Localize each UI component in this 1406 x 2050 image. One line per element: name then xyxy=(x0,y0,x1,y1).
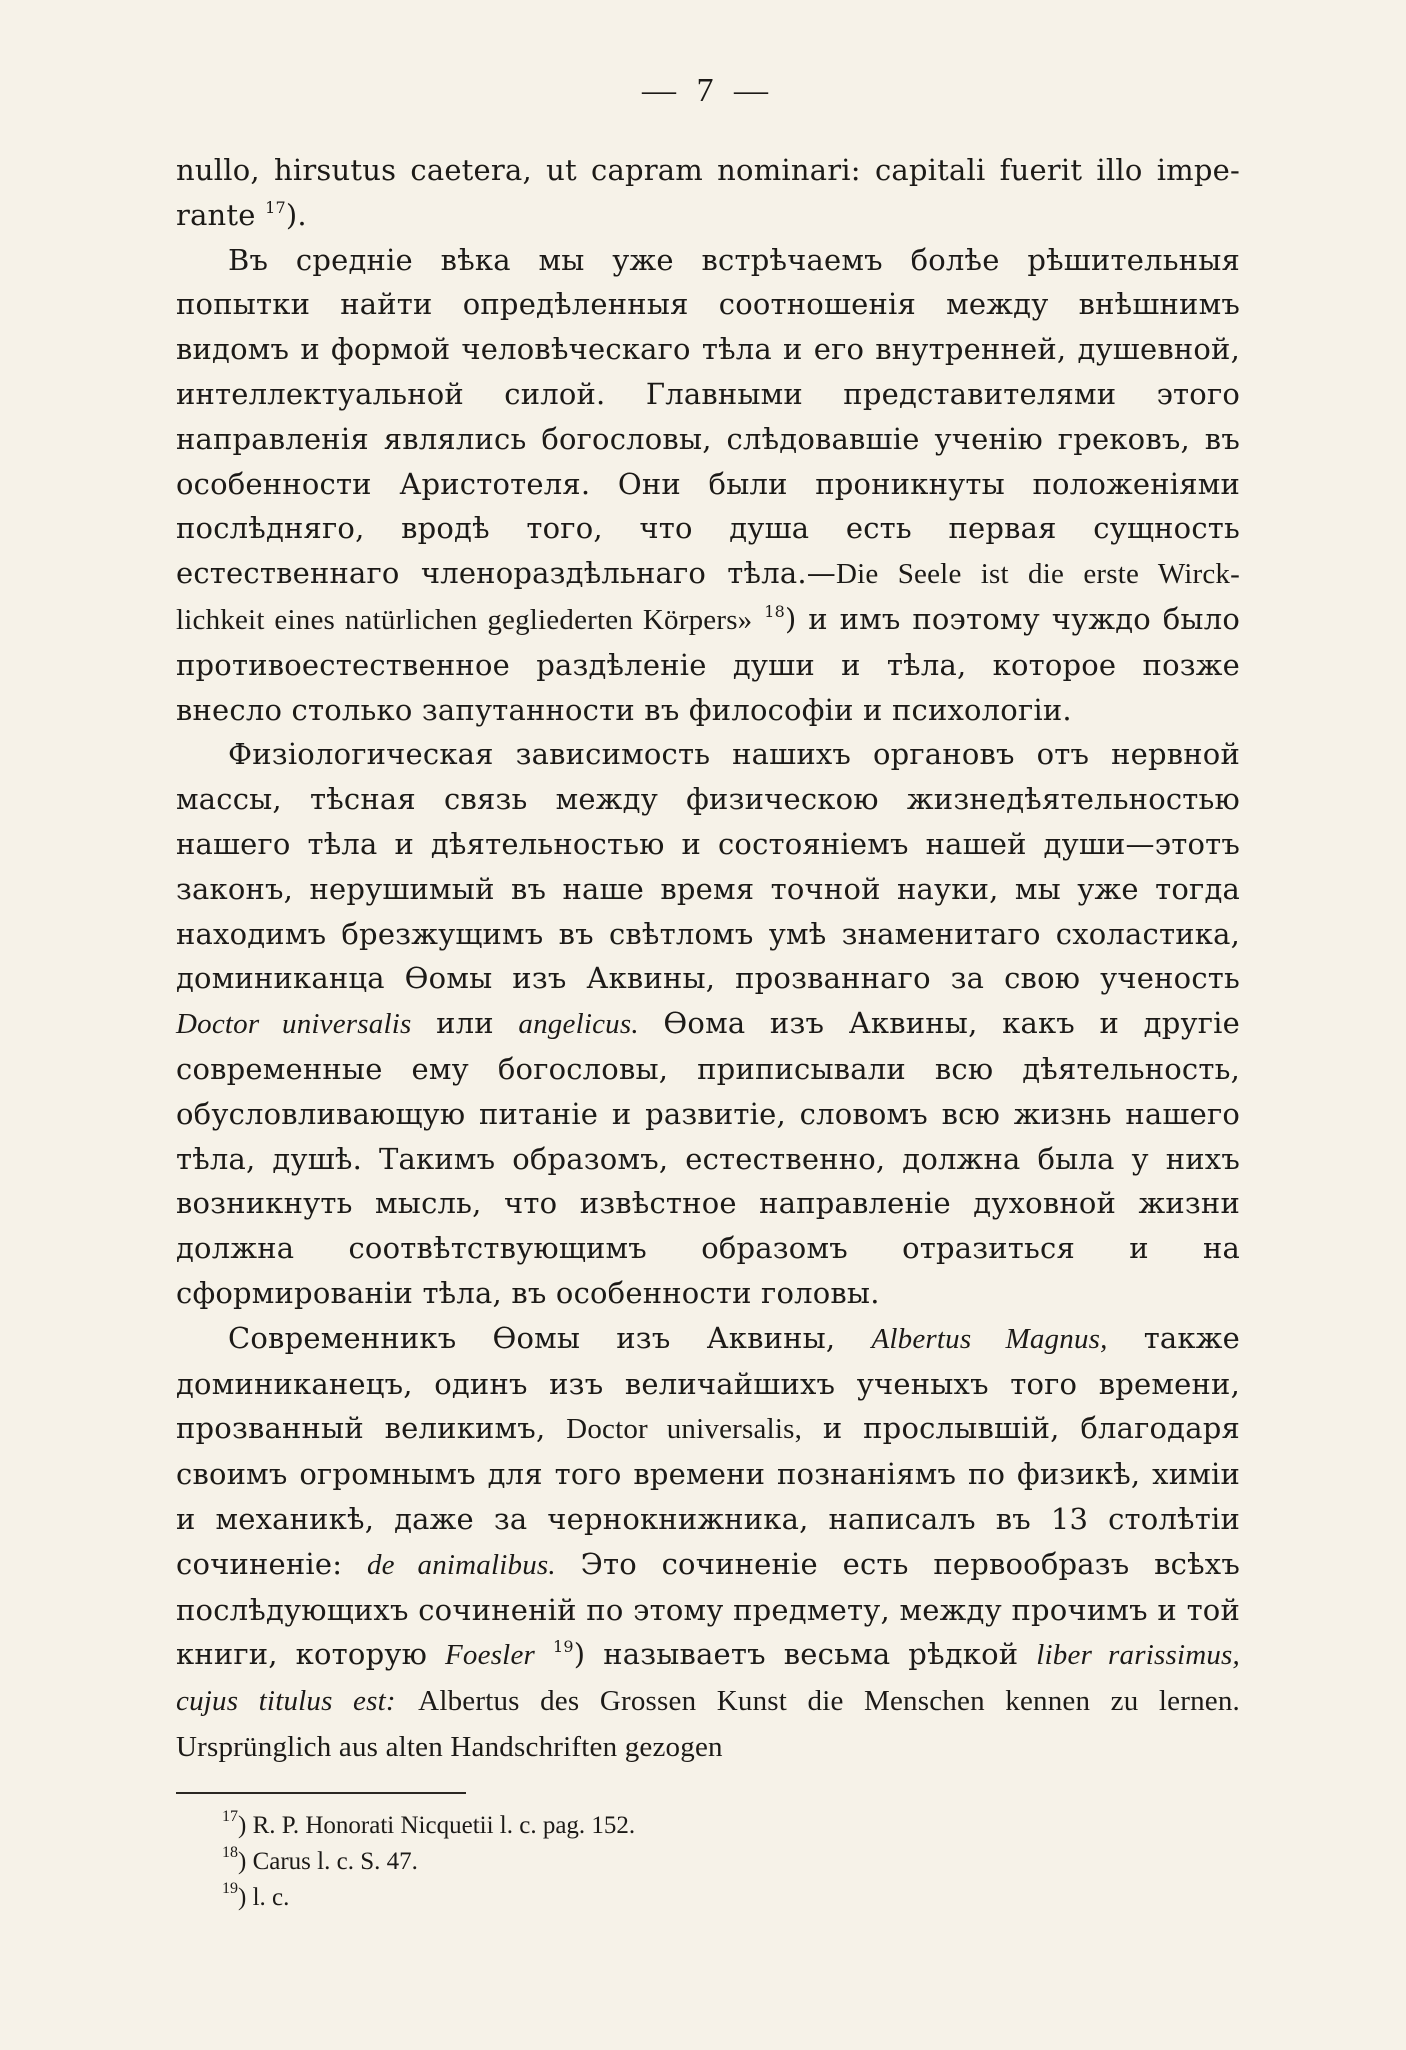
text-run: ) называетъ весьма рѣдкой xyxy=(573,1637,1037,1672)
text-run: Физіологическая зависимость нашихъ органовъ отъ нервной массы, тѣсная связь между физическою жизнедѣятельностью нашего тѣла и дѣятельностью и состояніемъ нашей души—этотъ законъ, нерушимый въ наше время точной науки, мы уже тогда находимъ брезжущимъ въ свѣтломъ умѣ знаменитаго схоластика, доминиканца Өомы изъ Аквины, прозваннаго за свою ученость xyxy=(176,737,1240,996)
footnote-ref: 17 xyxy=(265,197,286,217)
footnote xyxy=(222,1844,1240,1880)
latin-text: Albertus des Grossen Kunst die Menschen kennen zu lernen. Ursprünglich aus alten Handschriften gezogen xyxy=(176,1685,1240,1763)
page xyxy=(176,72,1240,1916)
paragraph xyxy=(176,1316,1240,1770)
footnote xyxy=(222,1808,1240,1844)
footnote-ref: 19 xyxy=(552,1637,574,1657)
body-text xyxy=(176,148,1240,1770)
paragraph xyxy=(176,732,1240,1315)
page-number: — 7 — xyxy=(642,72,774,109)
italic-text: de animalibus. xyxy=(366,1548,556,1581)
italic-text: Albertus Magnus, xyxy=(871,1322,1108,1355)
footnote-text: ) Carus l. c. S. 47. xyxy=(238,1847,418,1875)
text-run: и прослывшій, благодаря своимъ огромнымъ для того времени познаніямъ по физикѣ, химіи и механикѣ, даже за чернокнижника, написалъ въ 13 столѣтіи сочиненіе: xyxy=(176,1411,1240,1581)
paragraph xyxy=(176,238,1240,733)
italic-text: liber rarissimus, cujus titulus est: xyxy=(176,1639,1240,1718)
footnote-text: ) R. P. Honorati Nicquetii l. c. pag. 152. xyxy=(238,1811,636,1839)
footnote-ref: 18 xyxy=(764,601,785,621)
text-run: ) и имъ поэтому чуждо было противоестественное раздѣленіе души и тѣла, которое позже внесло столько запутанности въ философіи и психологіи. xyxy=(176,601,1240,727)
text-run: или xyxy=(411,1006,519,1041)
text-run: ). xyxy=(285,197,307,232)
italic-text: angelicus. xyxy=(518,1008,639,1041)
text-run: nullo, hirsutus caetera, ut capram nominari: capitali fuerit illo impe-rante xyxy=(176,153,1240,232)
latin-text: Die Seele ist die erste Wirck-lichkeit eines natürlichen gegliederten Körpers» xyxy=(176,558,1240,636)
footnote xyxy=(222,1880,1240,1916)
footnote-mark: 17 xyxy=(222,1807,238,1825)
text-run: Современникъ Өомы изъ Аквины, xyxy=(228,1320,872,1355)
italic-text: Doctor universalis xyxy=(176,1008,412,1041)
footnote-mark: 18 xyxy=(222,1843,238,1861)
text-run: Өома изъ Аквины, какъ и другіе современные ему богословы, приписывали всю дѣятельность, обусловливающую питаніе и развитіе, словомъ всю жизнь нашего тѣла, душѣ. Такимъ образомъ, естественно, должна была у нихъ возникнуть мысль, что извѣстное направленіе духовной жизни должна соотвѣтствующимъ образомъ отразиться и на сформированіи тѣла, въ особенности головы. xyxy=(176,1006,1240,1310)
footnotes xyxy=(176,1808,1240,1916)
italic-text: Foesler xyxy=(445,1639,536,1672)
text-run xyxy=(396,1683,418,1717)
text-run: также доминиканецъ, одинъ изъ величайшихъ ученыхъ того времени, прозванный великимъ, xyxy=(176,1320,1240,1446)
footnote-mark: 19 xyxy=(222,1879,238,1897)
text-run: Это сочиненіе есть первообразъ всѣхъ послѣдующихъ сочиненій по этому предмету, между прочимъ и той книги, которую xyxy=(176,1546,1241,1672)
text-run xyxy=(752,602,764,636)
text-run xyxy=(535,1637,553,1671)
latin-text: Doctor universalis, xyxy=(566,1413,803,1446)
footnote-divider xyxy=(176,1792,466,1794)
paragraph xyxy=(176,148,1240,238)
footnote-text: ) l. c. xyxy=(238,1883,290,1911)
text-run: Въ средніе вѣка мы уже встрѣчаемъ болѣе рѣшительныя попытки найти опредѣленныя соотношенія между внѣшнимъ видомъ и формой человѣческаго тѣла и его внутренней, душевной, интеллектуальной силой. Главными представителями этого направленія являлись богословы, слѣдовавшіе ученію грековъ, въ особенности Аристотеля. Они были проникнуты положеніями послѣдняго, вродѣ того, что душа есть первая сущность естественнаго членораздѣльнаго тѣла.— xyxy=(176,242,1240,591)
